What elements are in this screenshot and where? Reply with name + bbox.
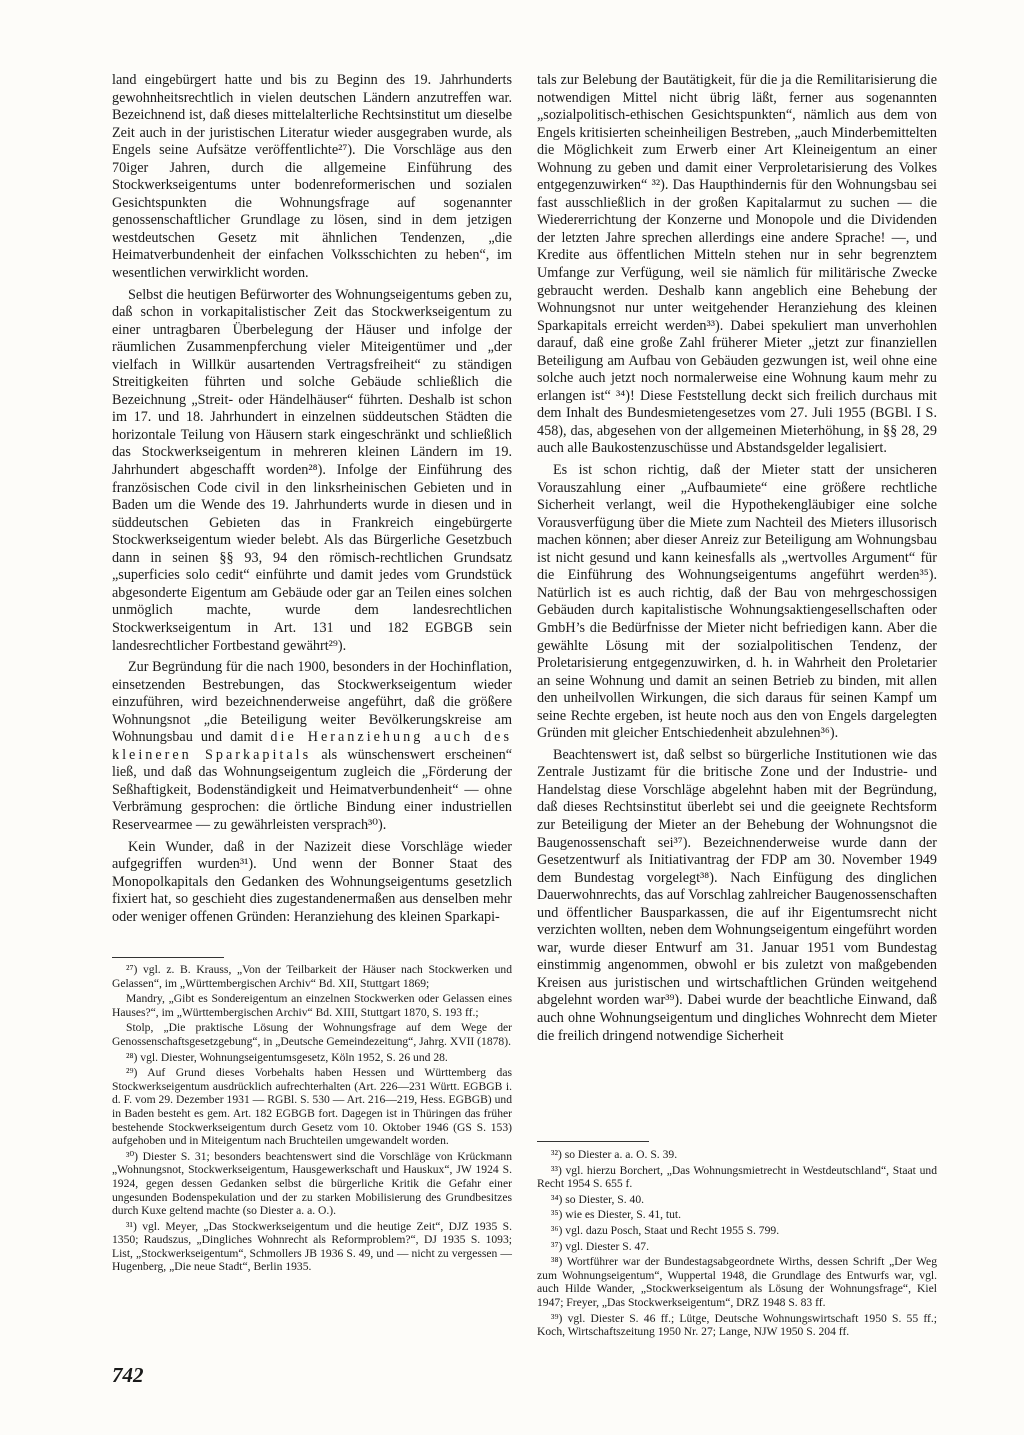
paragraph-text: als wünschenswert erscheinen“ ließ, und daß das Wohnungseigentum zugleich die „Förderung der Seßhaftigkeit, Bodenständigkeit und Heimatverbundenheit“ — ohne Verbrämung gesprochen: die örtliche Bindung einer industriellen Reservearmee — zu gewährleisten versprach³⁰). <box>112 746 512 833</box>
page-number: 742 <box>112 1363 144 1387</box>
footnote: ³⁰) Diester S. 31; besonders beachtenswert sind die Vorschläge von Krückmann „Wohnungsnot, Stockwerkseigentum, Hausgewerkschaft und Hauskux“, JW 1924 S. 1924, gegen dessen Gedanken selbst die bürgerliche Kritik die Gefahr einer ungesunden Bodenspekulation und der zu starken Mobilisierung des Grundbesitzes durch Kuxe geltend machte (so Diester a. a. O.). <box>112 1149 512 1218</box>
right-column <box>537 72 937 1049</box>
footnote: ²⁹) Auf Grund dieses Vorbehalts haben Hessen und Württemberg das Stockwerkseigentum ausdrücklich aufrechterhalten (Art. 226—231 Württ. EGBGB i. d. F. vom 29. Dezember 1931 — RGBl. S. 530 — Art. 216—219, Hess. EGBGB) und in Baden besteht es gem. Art. 182 EGBGB fort. Dagegen ist in Thüringen das früher bestehende Stockwerkseigentum durch Gesetz vom 10. Oktober 1946 (GS S. 153) aufgehoben und in Miteigentum nach Bruchteilen umgewandelt worden. <box>112 1066 512 1148</box>
paragraph-text: Zur Begründung für die nach 1900, besonders in der Hochinflation, einsetzenden Bestrebungen, das Stockwerkseigentum wieder einzuführen, wird bezeichnenderweise angeführt, daß die größere Wohnungsnot „die Beteiligung weiter Bevölkerungskreise am Wohnungsbau und damit <box>112 659 512 746</box>
body-paragraph: Selbst die heutigen Befürworter des Wohnungseigentums geben zu, daß schon in vorkapitalistischer Zeit das Stockwerkseigentum zu einer untragbaren Überbelegung der Häuser und infolge der räumlichen Zusammenpferchung vieler Miteigentümer und „der vielfach in Willkür ausartenden Vertragsfreiheit“ zu ständigen Streitigkeiten führten und solche Gebäude schließlich die Bezeichnung „Streit- oder Händelhäuser“ führten. Deshalb ist schon im 17. und 18. Jahrhundert in einzelnen süddeutschen Städten die horizontale Teilung von Häusern stark eingeschränkt und schließlich das Stockwerkseigentum in mehreren kleinen Ländern im 19. Jahrhundert abgeschafft worden²⁸). Infolge der Einführung des französischen Code civil in den linksrheinischen Gebieten und in Baden um die Wende des 19. Jahrhunderts wurde in diesen und in süddeutschen Gebieten das in Frankreich eingebürgerte Stockwerkseigentum wieder belebt. Als das Bürgerliche Gesetzbuch dann in seinen §§ 93, 94 den römisch-rechtlichen Grundsatz „superficies solo cedit“ einführte und damit jedes vom Grundstück abgesonderte Eigentum am Gebäude oder gar an Teilen eines solchen unmöglich machte, wurde dem landesrechtlichen Stockwerkseigentum in Art. 131 und 182 EGBGB sein landesrechtlicher Fortbestand gewährt²⁹). <box>112 286 512 654</box>
footnote: ³⁸) Wortführer war der Bundestagsabgeordnete Wirths, dessen Schrift „Der Weg zum Wohnungseigentum“, Wuppertal 1948, die Grundlage des Entwurfs war, vgl. auch Hilde Wander, „Stockwerkseigentum als Lösung der Wohnungsfrage“, Kiel 1947; Freyer, „Das Stockwerkseigentum“, DRZ 1948 S. 83 ff. <box>537 1255 937 1309</box>
footnote: ³²) so Diester a. a. O. S. 39. <box>551 1148 678 1161</box>
footnote: ²⁷) vgl. z. B. Krauss, „Von der Teilbarkeit der Häuser nach Stockwerken und Gelassen“, im „Württembergischen Archiv“ Bd. XII, Stuttgart 1869; <box>112 963 512 990</box>
body-paragraph <box>112 659 512 834</box>
footnote: ³⁵) wie es Diester, S. 41, tut. <box>551 1208 682 1222</box>
footnote: ³³) vgl. hierzu Borchert, „Das Wohnungsmietrecht in Westdeutschland“, Staat und Recht 1954 S. 655 f. <box>537 1163 937 1191</box>
footnote: Stolp, „Die praktische Lösung der Wohnungsfrage auf dem Wege der Genossenschaftsgesetzgebung“, in „Deutsche Gemeindezeitung“, Jahrg. XVII (1878). <box>112 1021 512 1048</box>
footnote: ³⁷) vgl. Diester S. 47. <box>551 1239 650 1253</box>
footnote: Mandry, „Gibt es Sondereigentum an einzelnen Stockwerken oder Gelassen eines Hauses?“, im „Württembergischen Archiv“ Bd. XIII, Stuttgart 1870, S. 193 ff.; <box>112 992 512 1019</box>
left-column <box>112 72 512 930</box>
footnotes-left <box>112 963 512 1276</box>
body-paragraph: Kein Wunder, daß in der Nazizeit diese Vorschläge wieder aufgegriffen wurden³¹). Und wenn der Bonner Staat des Monopolkapitals den Gedanken des Wohnungseigentums gesetzlich fixiert hat, so geschieht dies zugestandenermaßen aus denselben mehr oder weniger offenen Gründen: Heranziehung des kleinen Sparkapi- <box>112 838 512 925</box>
footnote: ²⁸) vgl. Diester, Wohnungseigentumsgesetz, Köln 1952, S. 26 und 28. <box>126 1050 448 1064</box>
body-paragraph: Beachtenswert ist, daß selbst so bürgerliche Institutionen wie das Zentrale Justizamt für die britische Zone und der Industrie- und Handelstag diese Vorschläge abgelehnt haben mit der Begründung, daß dieses Rechtsinstitut überlebt sei und die geeignete Rechtsform zur Beteiligung der Mieter an der Behebung der Wohnungsnot die Baugenossenschaft sei³⁷). Bezeichnenderweise wurde dann der Gesetzentwurf als Initiativantrag der FDP am 30. November 1949 dem Bundestag vorgelegt³⁸). Nach Einfügung des dinglichen Dauerwohnrechts, das auf Vorschlag zahlreicher Baugenossenschaften und öffentlicher Bausparkassen, die auf ihr Eigentumsrecht nicht verzichten wollten, neben dem Wohnungseigentum eingeführt worden war, wurde dieser Entwurf am 31. Januar 1951 vom Bundestag einstimmig angenommen, obwohl er bis zuletzt von maßgebenden Kreisen aus juristischen und wirtschaftlichen Gründen weitgehend abgelehnt worden war³⁹). Dabei wurde der beachtliche Einwand, daß auch ohne Wohnungseigentum und dingliches Wohnrecht dem Mieter die freilich dringend notwendige Sicherheit <box>537 746 937 1044</box>
footnotes-right <box>537 1148 937 1341</box>
footnote: ³⁴) so Diester, S. 40. <box>551 1192 645 1206</box>
body-paragraph: tals zur Belebung der Bautätigkeit, für die ja die Remilitarisierung die notwendigen Mittel nicht übrig läßt, ferner aus sogenannten „sozialpolitisch-ethischen Gesichtspunkten“, nämlich aus dem von Engels kritisierten scheinheiligen Bestreben, „auch Minderbemittelten die Möglichkeit zum Erwerb einer Art Kleineigentum an einer Wohnung zu geben und damit einer Verproletarisierung des Volkes entgegenzuwirken“ ³²). Das Haupthindernis für den Wohnungsbau sei fast ausschließlich in der großen Kapitalarmut zu suchen — die Wiedererrichtung der Konzerne und Monopole und die Dividenden der letzten Jahre sprechen allerdings eine andere Sprache! —, und Kredite aus öffentlichen Mitteln stehen nur in sehr begrenztem Umfange zur Verfügung, weil sie nämlich für militärische Zwecke gebraucht werden. Deshalb kann angeblich eine Behebung der Wohnungsnot nur unter weitgehender Heranziehung des kleinen Sparkapitals erreicht werden³³). Dabei spekuliert man unverhohlen darauf, daß eine große Zahl früherer Mieter „jetzt zur finanziellen Beteiligung am Aufbau von Gebäuden gezwungen ist, weil ohne eine solche auch jetzt noch normalerweise eine Wohnung kaum mehr zu erlangen ist“ ³⁴)! Diese Feststellung deckt sich freilich durchaus mit dem Inhalt des Bundesmietengesetzes vom 27. Juli 1955 (BGBl. I S. 458), das, abgesehen von der allgemeinen Mieterhöhung, in §§ 28, 29 auch alle Baukostenzuschüsse und Abstandsgelder legalisiert. <box>537 72 937 457</box>
footnote-divider <box>537 1141 649 1142</box>
footnote: ³⁶) vgl. dazu Posch, Staat und Recht 1955 S. 799. <box>551 1223 780 1237</box>
footnote: ³¹) vgl. Meyer, „Das Stockwerkseigentum und die heutige Zeit“, DJZ 1935 S. 1350; Raudszus, „Dingliches Wohnrecht als Reformproblem?“, DJ 1935 S. 1093; List, „Stockwerkseigentum“, Schmollers JB 1936 S. 49, und — nicht zu vergessen — Hugenberg, „Die neue Stadt“, Berlin 1935. <box>112 1219 512 1274</box>
footnote-divider <box>112 957 224 958</box>
body-paragraph: Es ist schon richtig, daß der Mieter statt der unsicheren Vorauszahlung einer „Aufbaumiete“ eine größere rechtliche Sicherheit verlangt, weil die Hypothekengläubiger eine solche Vorausverfügung über die Miete zum Nachteil des Mieters illusorisch machen können; aber dieser Anreiz zur Beteiligung am Wohnungsbau ist nicht gesund und kann keinesfalls als „wertvolles Argument“ für die Einführung des Wohnungseigentums angeführt werden³⁵). Natürlich ist es auch richtig, daß der Bau von mehrgeschossigen Gebäuden durch kapitalistische Wohnungsaktiengesellschaften oder GmbH’s die Bedürfnisse der Mieter nicht befriedigen kann. Aber die gewählte Lösung mit der sozialpolitischen Tendenz, der Proletarisierung entgegenzuwirken, d. h. in Wahrheit den Proletarier an seine Wohnung und damit an seinen Betrieb zu binden, mit allen den unheilvollen Wirkungen, die sich daraus für seinen Kampf um seine Rechte ergeben, ist heute noch aus den von Engels dargelegten Gründen mit gleicher Entschiedenheit abzulehnen³⁶). <box>537 462 937 742</box>
footnote: ³⁹) vgl. Diester S. 46 ff.; Lütge, Deutsche Wohnungswirtschaft 1950 S. 55 ff.; Koch, Wirtschaftszeitung 1950 Nr. 27; Lange, NJW 1950 S. 204 ff. <box>537 1311 937 1339</box>
body-paragraph: land eingebürgert hatte und bis zu Beginn des 19. Jahrhunderts gewohnheitsrechtlich in vielen deutschen Ländern anzutreffen war. Bezeichnend ist, daß dieses mittelalterliche Rechtsinstitut um dieselbe Zeit auch in der juristischen Literatur wieder ausgegraben wurde, als Engels seine Aufsätze veröffentlichte²⁷). Die Vorschläge aus den 70iger Jahren, durch die allgemeine Einführung des Stockwerkseigentums unter bodenreformerischen und sozialen Gesichtspunkten die Wohnungsfrage auf sogenannter genossenschaftlicher Grundlage zu lösen, sind in dem jetzigen westdeutschen Gesetz mit ähnlichen Tendenzen, „die Heimatverbundenheit der einfachen Volksschichten zu heben“, im wesentlichen verwirklicht worden. <box>112 72 512 282</box>
spaced-emphasis: die Heranziehung auch des kleineren Sparkapitals <box>112 729 512 763</box>
